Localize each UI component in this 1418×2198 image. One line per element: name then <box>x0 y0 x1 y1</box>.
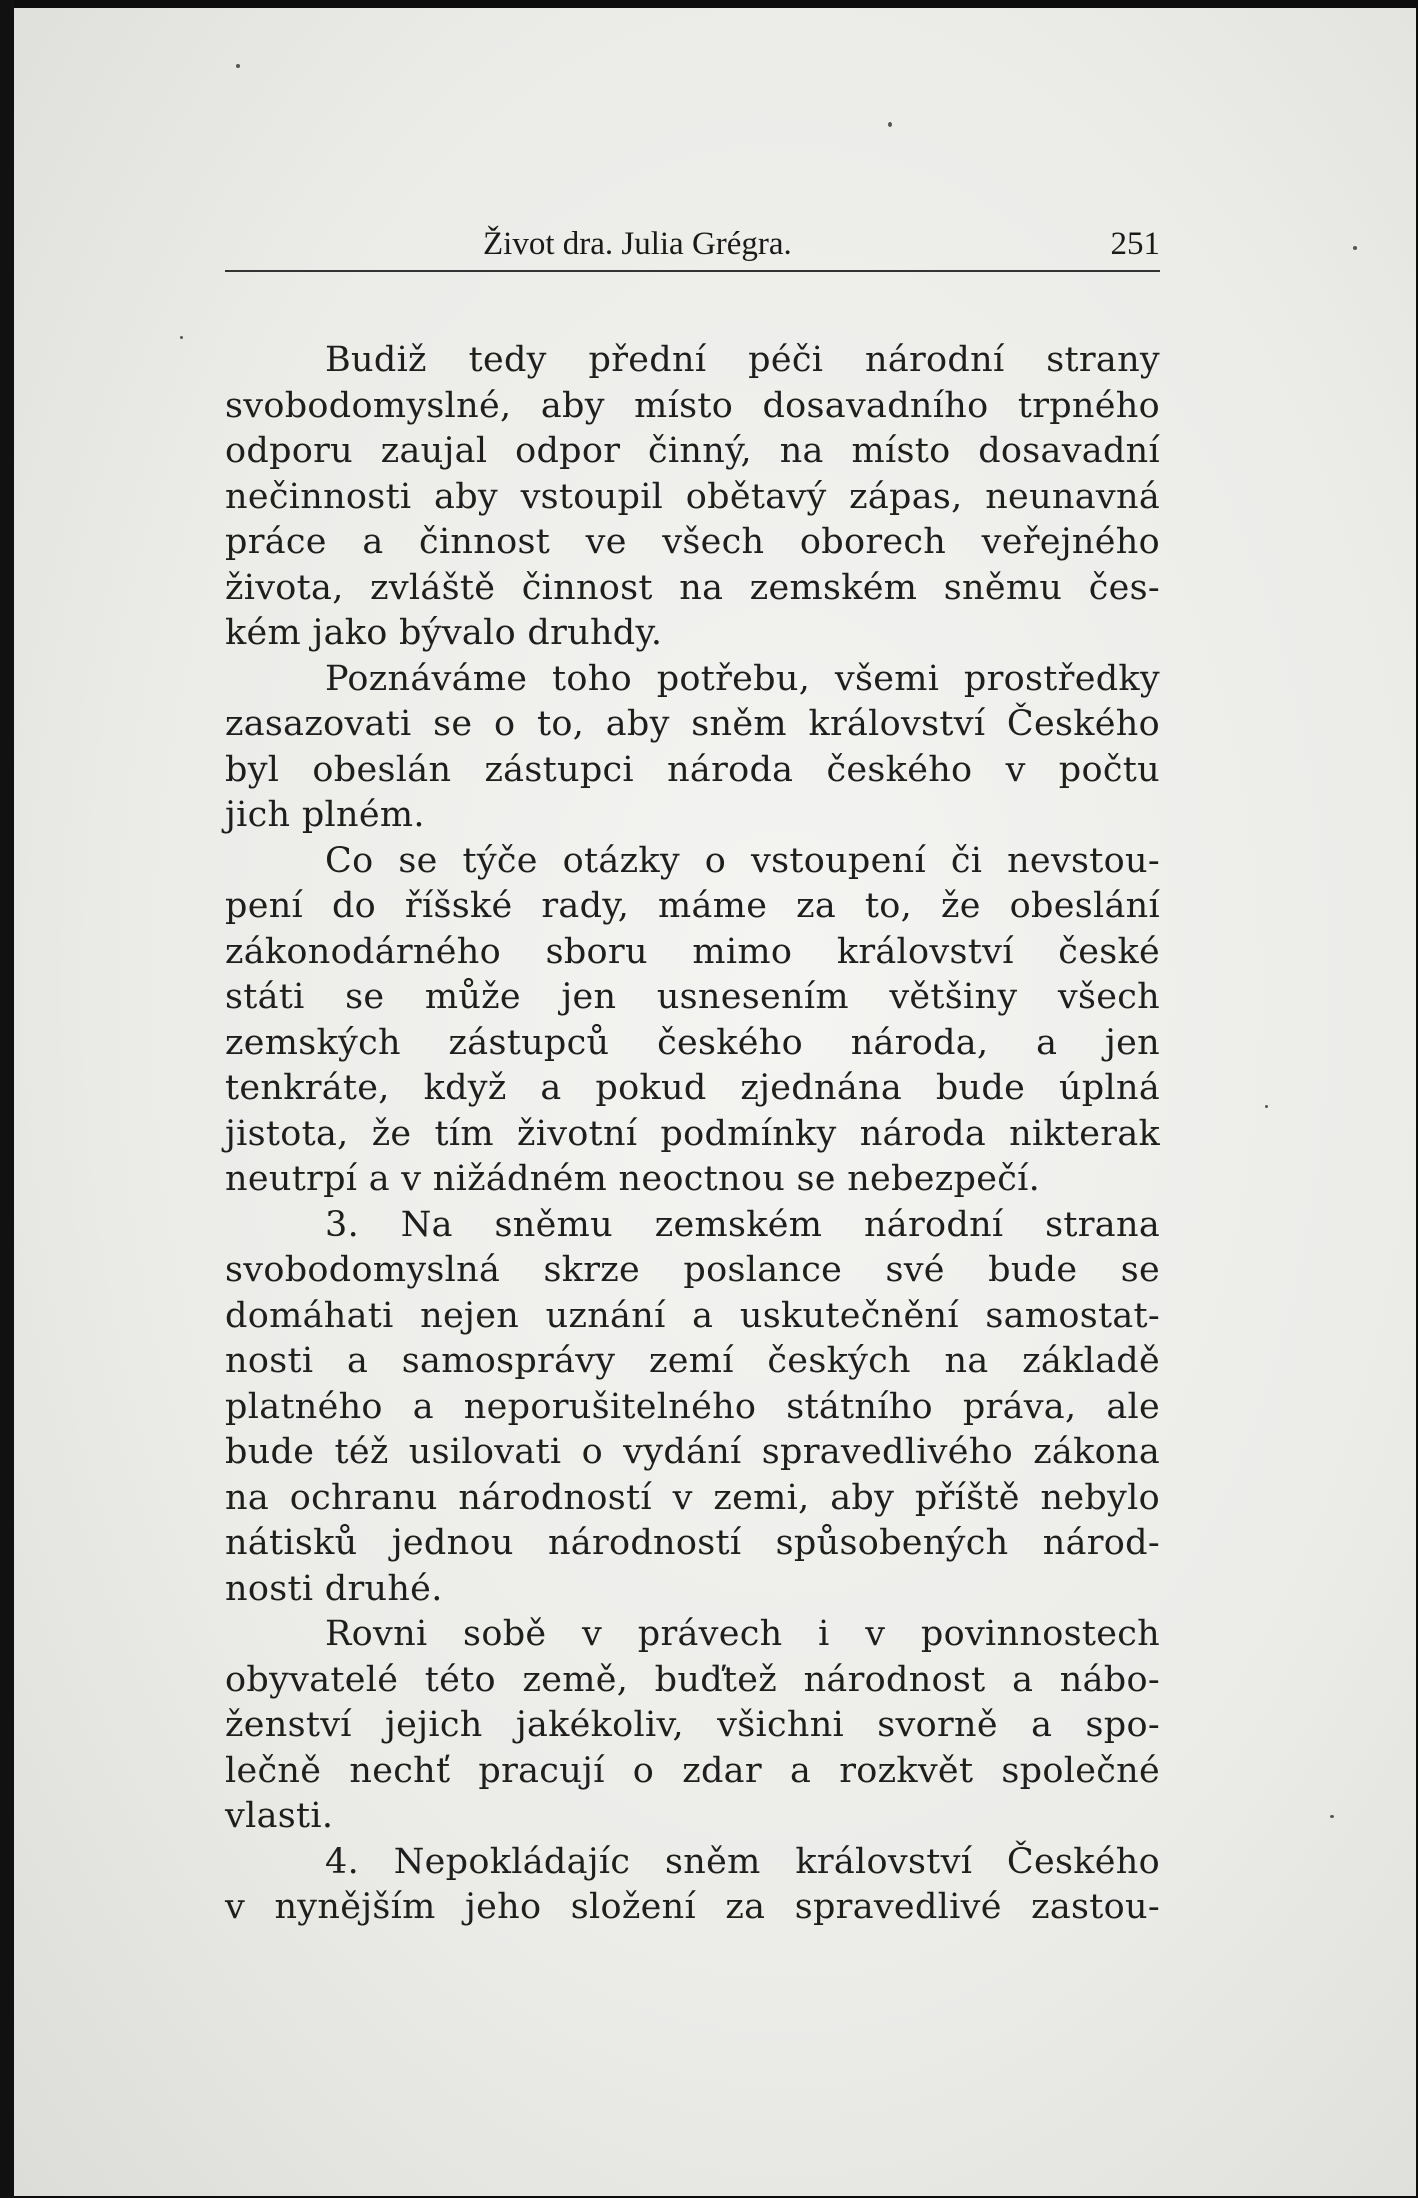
text-line: nátisků jednou národností spůsobených národ- <box>225 1523 1160 1563</box>
text-line: odporu zaujal odpor činný, na místo dosavadní <box>225 431 1160 471</box>
text-line: práce a činnost ve všech oborech veřejného <box>225 522 1160 562</box>
body-text <box>225 338 1160 1931</box>
scan-speck <box>236 64 240 68</box>
text-line: tenkráte, když a pokud zjednána bude úplná <box>225 1068 1160 1108</box>
text-line: ženství jejich jakékoliv, všichni svorně a spo- <box>225 1705 1160 1745</box>
text-line: 4. Nepokládajíc sněm království Českého <box>325 1841 1160 1882</box>
scan-speck <box>180 336 183 339</box>
text-line: byl obeslán zástupci národa českého v počtu <box>225 749 1160 790</box>
text-line: zasazovati se o to, aby sněm království Českého <box>225 704 1160 744</box>
scan-speck <box>1330 1815 1334 1818</box>
text-line: 3. Na sněmu zemském národní strana <box>325 1204 1160 1245</box>
page-number: 251 <box>1110 226 1160 262</box>
text-line: jistota, že tím životní podmínky národa nikterak <box>225 1113 1160 1154</box>
text-line: života, zvláště činnost na zemském sněmu čes- <box>225 567 1160 608</box>
text-line: státi se může jen usnesením většiny všech <box>225 977 1160 1017</box>
text-line: na ochranu národností v zemi, aby příště nebylo <box>225 1477 1160 1518</box>
text-line: zákonodárného sboru mimo království české <box>225 931 1160 972</box>
scan-speck <box>1265 1105 1268 1108</box>
text-line: nečinnosti aby vstoupil obětavý zápas, neunavná <box>225 476 1160 517</box>
text-line: neutrpí a v nižádném neoctnou se nebezpečí. <box>225 1159 1041 1199</box>
text-line: obyvatelé této země, buďtež národnost a nábo- <box>225 1659 1160 1700</box>
text-line: svobodomyslná skrze poslance své bude se <box>225 1250 1160 1290</box>
text-line: nosti druhé. <box>225 1568 443 1609</box>
text-line: jich plném. <box>225 795 425 835</box>
page-header <box>225 222 1160 272</box>
text-line: v nynějším jeho složení za spravedlivé zastou- <box>225 1887 1160 1927</box>
scan-speck <box>1353 246 1357 250</box>
running-title: Život dra. Julia Grégra. <box>483 226 792 262</box>
text-line: lečně nechť pracují o zdar a rozkvět společné <box>225 1750 1160 1791</box>
text-line: domáhati nejen uznání a uskutečnění samostat- <box>225 1295 1160 1336</box>
text-line: Co se týče otázky o vstoupení či nevstou- <box>325 840 1160 881</box>
text-line: Rovni sobě v právech i v povinnostech <box>325 1614 1160 1654</box>
text-line: nosti a samosprávy zemí českých na základě <box>225 1341 1160 1381</box>
text-line: svobodomyslné, aby místo dosavadního trpného <box>225 385 1160 426</box>
text-line: platného a neporušitelného státního práva, ale <box>225 1386 1160 1427</box>
text-line: bude též usilovati o vydání spravedlivého zákona <box>225 1432 1160 1472</box>
text-line: vlasti. <box>225 1796 334 1836</box>
text-line: Budiž tedy přední péči národní strany <box>325 340 1160 380</box>
page-edge-shadow <box>0 0 14 2198</box>
text-line: pení do říšské rady, máme za to, že obeslání <box>225 886 1160 926</box>
text-line: kém jako bývalo druhdy. <box>225 613 663 653</box>
scan-speck <box>888 122 892 127</box>
text-line: zemských zástupců českého národa, a jen <box>225 1022 1160 1063</box>
text-line: Poznáváme toho potřebu, všemi prostředky <box>325 658 1160 699</box>
